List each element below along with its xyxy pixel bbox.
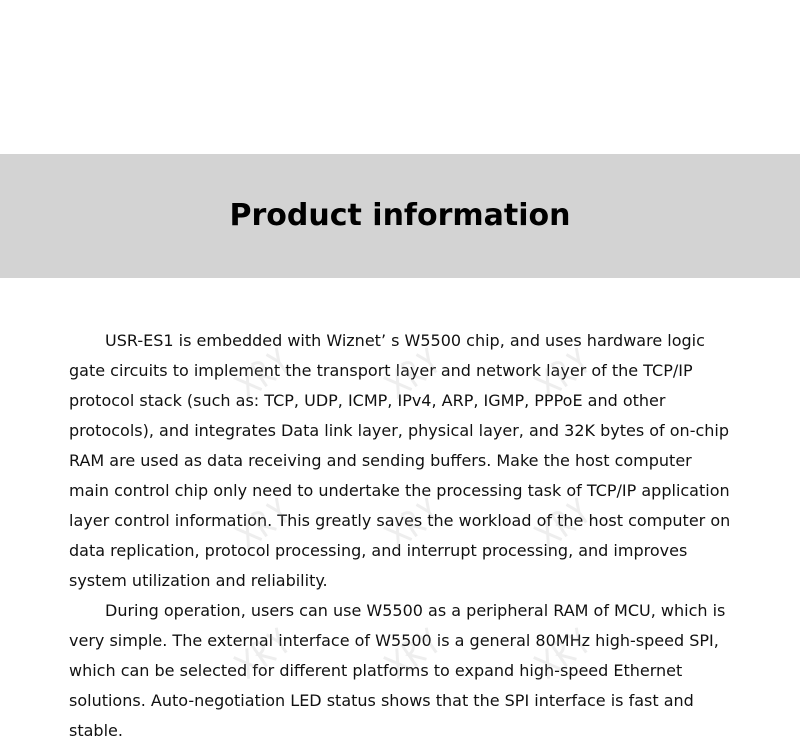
- paragraph-2: During operation, users can use W5500 as a peripheral RAM of MCU, which is very simple. The external interface of W5500 is a general 80MHz high-speed SPI, which can be selected for different platforms to expand high-speed Ethernet solutions. Auto-negotiation LED status shows that the SPI interface is fast and stable.: [69, 601, 726, 740]
- section-title: Product information: [229, 198, 571, 233]
- section-banner: [0, 154, 800, 278]
- paragraph-1: USR-ES1 is embedded with Wiznet’ s W5500 chip, and uses hardware logic gate circuits to implement the transport layer and network layer of the TCP/IP protocol stack (such as: TCP, UDP, ICMP, IPv4, ARP, IGMP, PPPoE and other protocols), and integrates Data link layer, physical layer, and 32K bytes of on-chip RAM are used as data receiving and sending buffers. Make the host computer main control chip only need to undertake the processing task of TCP/IP application layer control information. This greatly saves the workload of the host computer on data replication, protocol processing, and interrupt processing, and improves system utilization and reliability.: [69, 331, 731, 590]
- product-description: [69, 326, 734, 746]
- top-blank-area: [0, 0, 800, 154]
